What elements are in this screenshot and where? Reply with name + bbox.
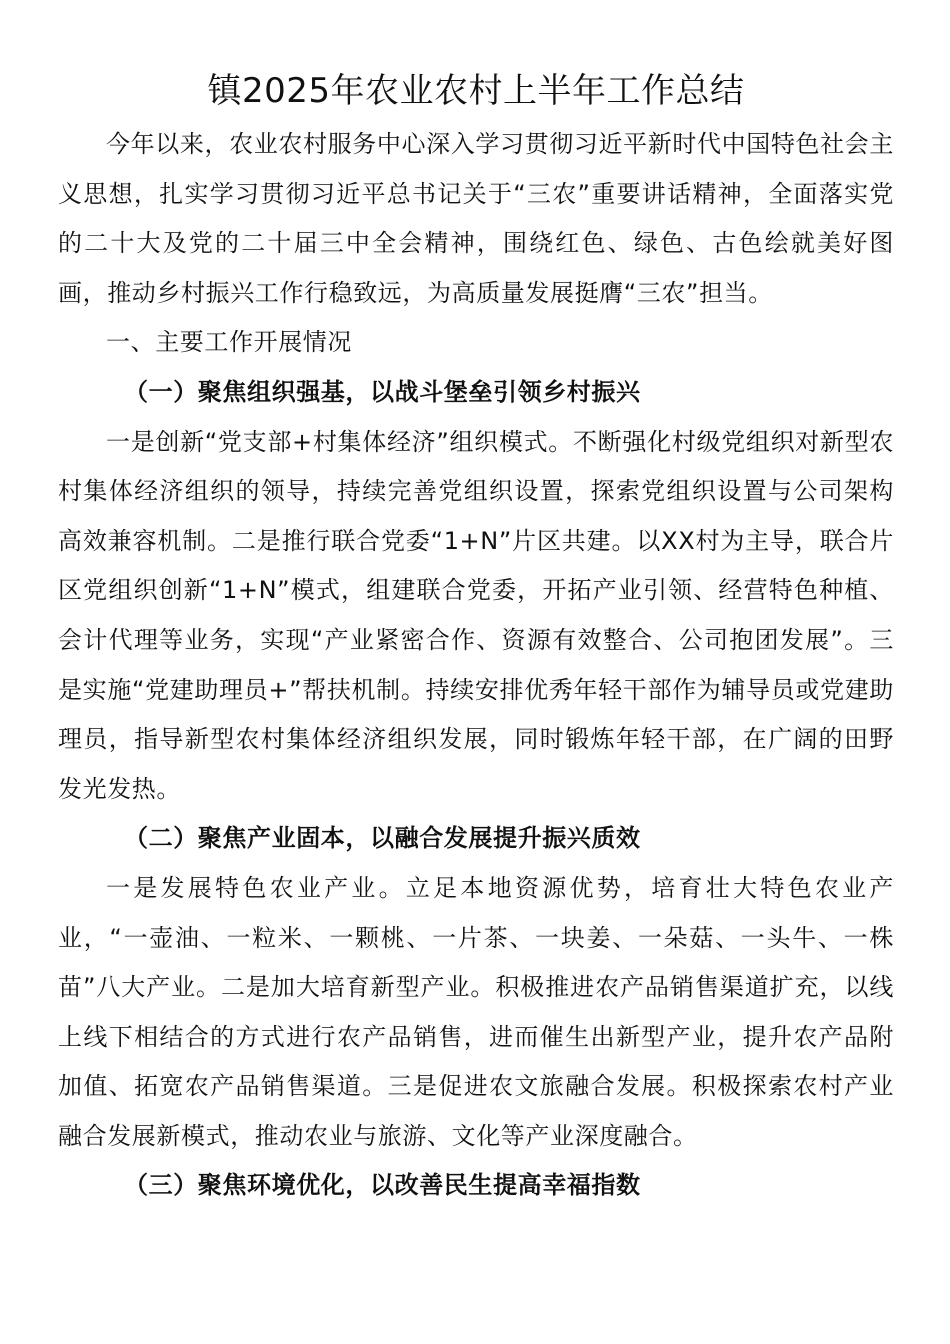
section-heading-main-work: 一、主要工作开展情况 [106, 328, 352, 357]
subsection-body-organization: 一是创新“党支部+村集体经济”组织模式。不断强化村级党组织对新型农村集体经济组织的领导，持续完善党组织设置，探索党组织设置与公司架构高效兼容机制。二是推行联合党委“1+N”片区共建。以XX村为主导，联合片区党组织创新“1+N”模式，组建联合党委，开拓产业引领、经营特色种植、会计代理等业务，实现“产业紧密合作、资源有效整合、公司抱团发展”。三是实施“党建助理员+”帮扶机制。持续安排优秀年轻干部作为辅导员或党建助理员，指导新型农村集体经济组织发展，同时锻炼年轻干部，在广阔的田野发光发热。 [58, 427, 894, 803]
document-title: 镇2025年农业农村上半年工作总结 [207, 71, 745, 111]
subsection-heading-environment: （三）聚焦环境优化，以改善民生提高幸福指数 [124, 1171, 641, 1200]
subsection-heading-organization: （一）聚焦组织强基，以战斗堡垒引领乡村振兴 [124, 377, 641, 406]
subsection-heading-industry: （二）聚焦产业固本，以融合发展提升振兴质效 [124, 824, 641, 853]
subsection-body-industry: 一是发展特色农业产业。立足本地资源优势，培育壮大特色农业产业，“一壶油、一粒米、一颗桃、一片茶、一块姜、一朵菇、一头牛、一株苗”八大产业。二是加大培育新型产业。积极推进农产品销售渠道扩充，以线上线下相结合的方式进行农产品销售，进而催生出新型产业，提升农产品附加值、拓宽农产品销售渠道。三是促进农文旅融合发展。积极探索农村产业融合发展新模式，推动农业与旅游、文化等产业深度融合。 [58, 873, 894, 1150]
intro-paragraph: 今年以来，农业农村服务中心深入学习贯彻习近平新时代中国特色社会主义思想，扎实学习贯彻习近平总书记关于“三农”重要讲话精神，全面落实党的二十大及党的二十届三中全会精神，围绕红色、绿色、古色绘就美好图画，推动乡村振兴工作行稳致远，为高质量发展挺膺“三农”担当。 [58, 130, 894, 307]
document-page [58, 66, 894, 1211]
